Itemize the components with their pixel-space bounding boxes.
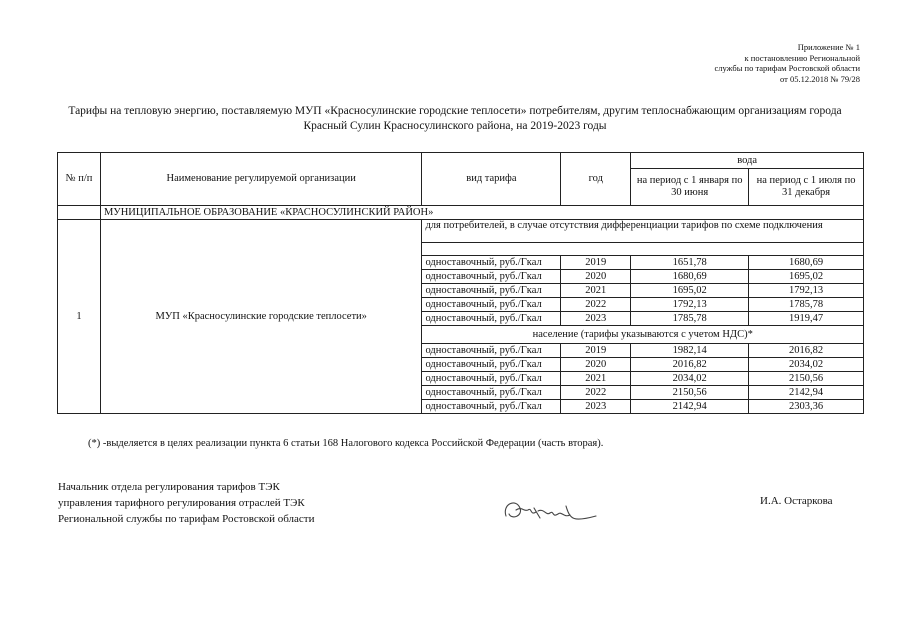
empty-cell [58, 206, 101, 220]
group1-spacer [422, 243, 864, 256]
municipality-row: МУНИЦИПАЛЬНОЕ ОБРАЗОВАНИЕ «КРАСНОСУЛИНСКИЙ РАЙОН» [100, 206, 863, 220]
cell-type: одноставочный, руб./Гкал [422, 270, 561, 284]
appendix-line: службы по тарифам Ростовской области [714, 63, 860, 73]
cell-p2: 2150,56 [749, 372, 864, 386]
cell-p1: 1785,78 [631, 312, 749, 326]
row-number: 1 [58, 220, 101, 414]
cell-p1: 1792,13 [631, 298, 749, 312]
cell-year: 2020 [561, 270, 631, 284]
cell-p1: 1695,02 [631, 284, 749, 298]
cell-year: 2021 [561, 284, 631, 298]
cell-p2: 2142,94 [749, 386, 864, 400]
cell-type: одноставочный, руб./Гкал [422, 358, 561, 372]
title-line: Тарифы на тепловую энергию, поставляемую МУП «Красносулинские городские теплосети» потребителям, другим теплоснабжающим организациям города [68, 105, 842, 117]
cell-p2: 1680,69 [749, 256, 864, 270]
header-water: вода [631, 153, 864, 169]
cell-p2: 2303,36 [749, 400, 864, 414]
appendix-line: от 05.12.2018 № 79/28 [780, 73, 860, 84]
cell-type: одноставочный, руб./Гкал [422, 386, 561, 400]
cell-year: 2019 [561, 344, 631, 358]
appendix-line: Приложение № 1 [797, 42, 860, 52]
cell-year: 2022 [561, 298, 631, 312]
group2-label: население (тарифы указываются с учетом НДС)* [422, 326, 864, 344]
cell-type: одноставочный, руб./Гкал [422, 284, 561, 298]
cell-p1: 1680,69 [631, 270, 749, 284]
cell-p2: 1792,13 [749, 284, 864, 298]
signatory-name: И.А. Остаркова [760, 495, 833, 507]
group1-label: для потребителей, в случае отсутствия дифференциации тарифов по схеме подключения [422, 220, 864, 243]
cell-year: 2020 [561, 358, 631, 372]
cell-p2: 2034,02 [749, 358, 864, 372]
tariff-table [57, 152, 864, 414]
cell-type: одноставочный, руб./Гкал [422, 372, 561, 386]
cell-type: одноставочный, руб./Гкал [422, 256, 561, 270]
cell-p2: 2016,82 [749, 344, 864, 358]
cell-type: одноставочный, руб./Гкал [422, 312, 561, 326]
cell-type: одноставочный, руб./Гкал [422, 298, 561, 312]
signatory-block [58, 479, 315, 527]
header-year: год [561, 153, 631, 206]
signatory-line: Начальник отдела регулирования тарифов ТЭК [58, 481, 280, 493]
cell-p1: 1651,78 [631, 256, 749, 270]
appendix-block [714, 42, 860, 84]
cell-year: 2019 [561, 256, 631, 270]
header-num: № п/п [58, 153, 101, 206]
signatory-line: Региональной службы по тарифам Ростовской области [58, 513, 315, 525]
cell-p1: 2142,94 [631, 400, 749, 414]
cell-type: одноставочный, руб./Гкал [422, 400, 561, 414]
cell-p2: 1785,78 [749, 298, 864, 312]
organization-name: МУП «Красносулинские городские теплосети» [100, 220, 422, 414]
header-period2: на период с 1 июля по 31 декабря [749, 169, 864, 206]
document-title [40, 104, 870, 134]
cell-year: 2021 [561, 372, 631, 386]
cell-year: 2023 [561, 400, 631, 414]
title-line: Красный Сулин Красносулинского района, на 2019-2023 годы [303, 120, 607, 132]
cell-p1: 2150,56 [631, 386, 749, 400]
header-type: вид тарифа [422, 153, 561, 206]
cell-p2: 1695,02 [749, 270, 864, 284]
cell-year: 2022 [561, 386, 631, 400]
cell-year: 2023 [561, 312, 631, 326]
cell-p1: 1982,14 [631, 344, 749, 358]
header-period1: на период с 1 января по 30 июня [631, 169, 749, 206]
signatory-line: управления тарифного регулирования отраслей ТЭК [58, 497, 305, 509]
cell-p1: 2016,82 [631, 358, 749, 372]
header-org: Наименование регулируемой организации [100, 153, 422, 206]
cell-p2: 1919,47 [749, 312, 864, 326]
cell-type: одноставочный, руб./Гкал [422, 344, 561, 358]
appendix-line: к постановлению Региональной [744, 52, 860, 63]
handwritten-signature [500, 494, 598, 528]
cell-p1: 2034,02 [631, 372, 749, 386]
footnote: (*) -выделяется в целях реализации пункта 6 статьи 168 Налогового кодекса Российской Федерации (часть вторая). [88, 438, 604, 449]
